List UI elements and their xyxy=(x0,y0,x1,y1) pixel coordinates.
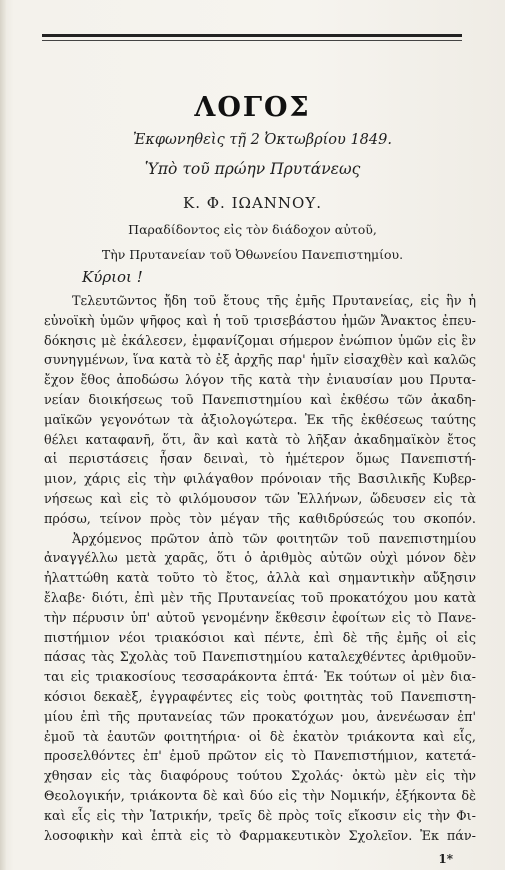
body-line: προσελθόντες ἐπ' ἐμοῦ πρῶτον εἰς τὸ Πανεπιστήμιον, κατετά- xyxy=(44,749,476,765)
page-signature-mark: 1* xyxy=(438,852,453,866)
body-line: λοσοφικὴν καὶ ἑπτὰ εἰς τὸ Φαρμακευτικὸν Σχολεῖον. Ἐκ πάν- xyxy=(44,828,476,844)
top-rule-thin xyxy=(42,40,462,41)
page-edge-shadow xyxy=(0,0,6,870)
body-line: δόκησις μὲ ἐκάλεσεν, ἐμφανίζομαι σήμερον ἐνώπιον ὑμῶν εἰς ἓν xyxy=(44,333,476,349)
body-line: τὴν πέρυσιν ὑπ' αὐτοῦ γενομένην ἔκθεσιν ἐφοίτων εἰς τὸ Πανε- xyxy=(44,610,476,626)
body-line: καὶ εἷς εἰς τὴν Ἰατρικήν, τρεῖς δὲ πρὸς τοῖς εἴκοσιν εἰς τὴν Φι- xyxy=(44,808,476,824)
body-line: ἐμοῦ τὰ ἑαυτῶν φοιτητήρια· οἱ δὲ ἑκατὸν τριάκοντα καὶ εἷς, xyxy=(44,729,476,745)
body-line: νείαν διοικήσεως τοῦ Πανεπιστημίου καὶ ἐκθέσω τῶν ἀκαδη- xyxy=(44,392,476,408)
body-line: Τελευτῶντος ἤδη τοῦ ἔτους τῆς ἐμῆς Πρυτανείας, εἰς ἣν ἡ xyxy=(72,294,476,309)
body-line: ἔχον ἔθος ἀποδώσω λόγον τῆς κατὰ τὴν ἐνιαυσίαν μου Πρυτα- xyxy=(44,373,476,389)
body-line: κόσιοι δεκαὲξ, ἐγγραφέντες εἰς τοὺς φοιτητὰς τοῦ Πανεπιστη- xyxy=(44,689,476,705)
body-line: ἀναγγέλλω μετὰ χαρᾶς, ὅτι ὁ ἀριθμὸς αὐτῶν οὐχὶ μόνον δὲν xyxy=(44,551,476,567)
body-line: ἠλαττώθη κατὰ τοῦτο τὸ ἔτος, ἀλλὰ καὶ σημαντικὴν αὔξησιν xyxy=(44,571,476,587)
author-name: Κ. Φ. ΙΩΑΝΝΟΥ. xyxy=(183,194,322,212)
salutation: Κύριοι ! xyxy=(82,268,143,286)
body-line: μαϊκῶν γεγονότων τὰ ἀξιολογώτερα. Ἐκ τῆς ἐκθέσεως ταύτης xyxy=(44,412,476,428)
body-text xyxy=(44,292,476,846)
body-line: ται εἰς τριακοσίους τεσσαράκοντα ἑπτά· Ἐκ τούτων οἱ μὲν δια- xyxy=(44,670,476,686)
top-rule-thick xyxy=(42,34,462,37)
body-line: νήσεως καὶ εἰς τὸ φιλόμουσον τῶν Ἑλλήνων, ὥδευσεν εἰς τὰ xyxy=(44,491,476,507)
body-line: εὐνοϊκὴ ὑμῶν ψῆφος καὶ ἡ τοῦ τρισεβάστου ἡμῶν Ἄνακτος ἐπευ- xyxy=(44,313,476,329)
body-line: ἔλαβε· διότι, ἐπὶ μὲν τῆς Πρυτανείας τοῦ προκατόχου μου κατὰ xyxy=(44,590,476,606)
body-line: μιον, χάρις εἰς τὴν φιλάγαθον πρόνοιαν τῆς Βασιλικῆς Κυβερ- xyxy=(44,472,476,488)
page-title: ΛΟΓΟΣ xyxy=(194,92,311,123)
body-line: πρόσω, τείνον πρὸς τὸν μέγαν τῆς καθιδρύσεώς του σκοπόν. xyxy=(44,511,476,527)
body-line: πάσας τὰς Σχολὰς τοῦ Πανεπιστημίου καταλεχθέντες ἀριθμοῦν- xyxy=(44,650,476,666)
body-line: αἱ περιστάσεις ἦσαν δειναὶ, τὸ ἡμέτερον ὅμως Πανεπιστή- xyxy=(44,452,476,468)
delivered-line: Ἐκφωνηθεὶς τῇ 2 Ὀκτωβρίου 1849. xyxy=(133,132,392,148)
body-line: θέλει καταφανῆ, ὅτι, ἂν καὶ κατὰ τὸ λῆξαν ἀκαδημαϊκὸν ἔτος xyxy=(44,432,476,448)
handover-line-2: Τὴν Πρυτανείαν τοῦ Ὀθωνείου Πανεπιστημίου. xyxy=(101,247,404,262)
body-line: συνηγμένων, ἵνα κατὰ τὸ ἐξ ἀρχῆς παρ' ἡμῖν εἰσαχθὲν καὶ καλῶς xyxy=(44,353,476,369)
body-line: Θεολογικήν, τριάκοντα δὲ καὶ δύο εἰς τὴν Νομικήν, ἑξήκοντα δὲ xyxy=(44,788,476,804)
body-line: Ἀρχόμενος πρῶτον ἀπὸ τῶν φοιτητῶν τοῦ πανεπιστημίου xyxy=(72,531,476,547)
body-line: πιστήμιον νέοι τριακόσιοι καὶ πέντε, ἐπὶ δὲ τῆς ἐμῆς οἱ εἰς xyxy=(44,630,476,646)
handover-line-1: Παραδίδοντος εἰς τὸν διάδοχον αὐτοῦ, xyxy=(128,222,377,237)
by-line: Ὑπὸ τοῦ πρώην Πρυτάνεως xyxy=(144,160,361,178)
body-line: χθησαν εἰς τὰς διαφόρους τούτου Σχολάς· ὀκτὼ μὲν εἰς τὴν xyxy=(44,769,476,785)
body-line: μίου ἐπὶ τῆς πρυτανείας τῶν προκατόχων μου, ἀνενέωσαν ἐπ' xyxy=(44,709,476,725)
